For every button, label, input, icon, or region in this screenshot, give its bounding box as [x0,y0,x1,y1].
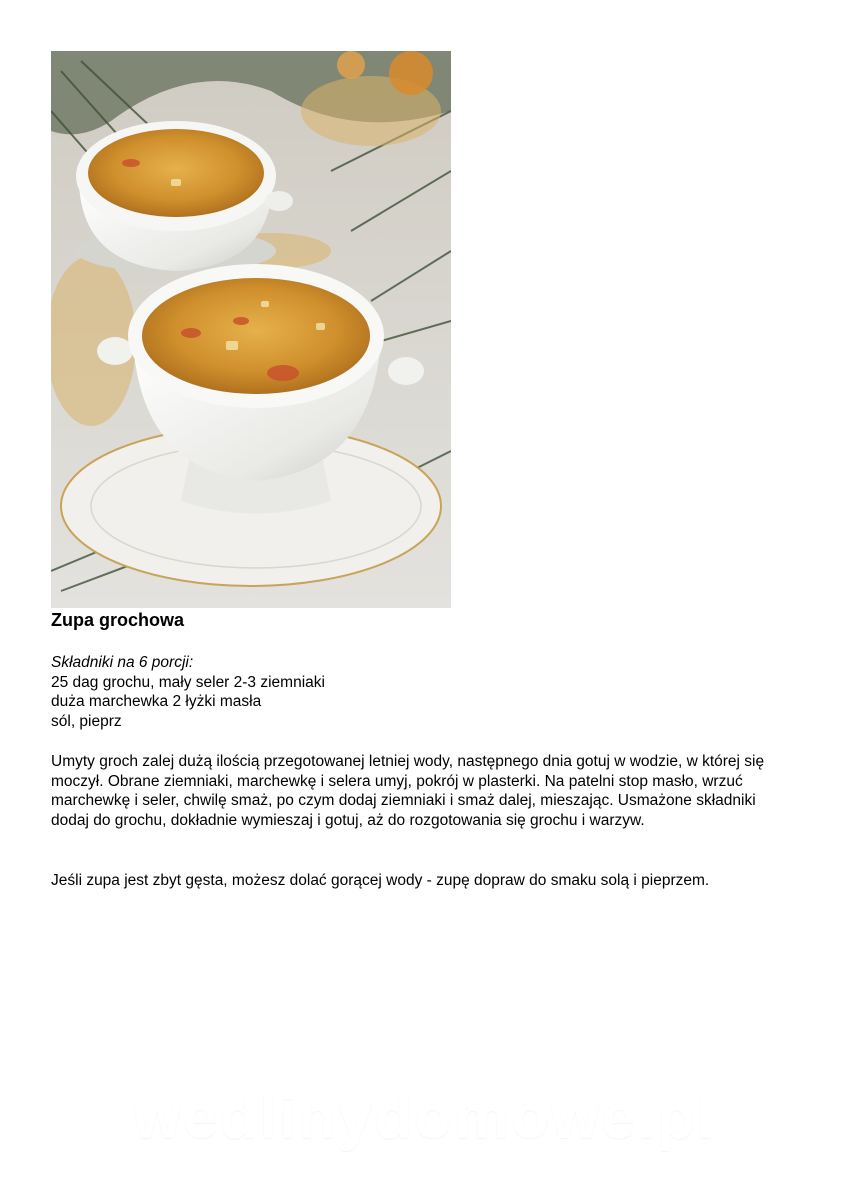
soup-photo [51,51,451,608]
ingredients-line: 25 dag grochu, mały seler 2-3 ziemniaki [51,673,325,691]
instructions-paragraph: Jeśli zupa jest zbyt gęsta, możesz dolać gorącej wody - zupę dopraw do smaku solą i pieprzem. [51,872,710,889]
recipe-title: Zupa grochowa [51,610,185,630]
ingredients-block [51,653,325,731]
site-watermark: wedlinydomowe.pl [132,1083,717,1152]
ingredients-heading: Składniki na 6 porcji: [51,654,194,671]
ingredients-line: sól, pieprz [51,712,122,730]
instructions-paragraph: Umyty groch zalej dużą ilością przegotowanej letniej wody, następnego dnia gotuj w wodzie, w której się moczył. Obrane ziemniaki, marchewkę i selera umyj, pokrój w plasterki. Na patelni stop masło, wrzuć marchewkę i seler, chwilę smaż, po czym dodaj ziemniaki i smaż dalej, mieszając. Usmażone składniki dodaj do grochu, dokładnie wymieszaj i gotuj, aż do rozgotowania się grochu i warzyw. [51,753,765,829]
ingredients-line: duża marchewka 2 łyżki masła [51,693,262,710]
